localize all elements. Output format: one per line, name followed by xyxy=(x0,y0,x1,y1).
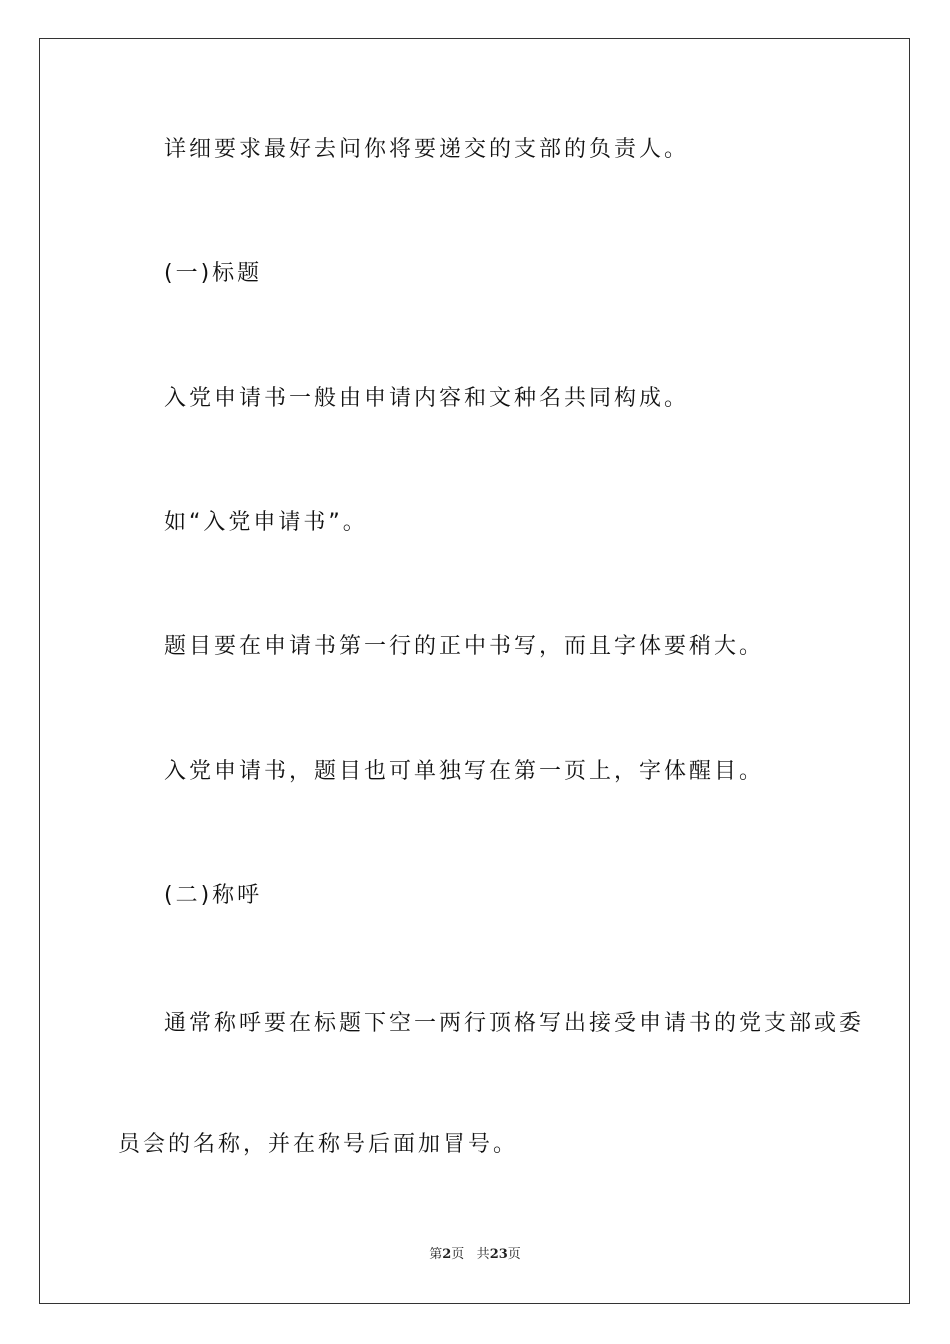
footer-total-pages: 23 xyxy=(489,1247,508,1262)
footer-current-page: 2 xyxy=(442,1247,452,1262)
paragraph: 如“入党申请书”。 xyxy=(164,510,368,535)
paragraph: 通常称呼要在标题下空一两行顶格写出接受申请书的党支部或委 xyxy=(164,1011,865,1036)
page-footer xyxy=(0,1246,950,1264)
paragraph: 题目要在申请书第一行的正中书写，而且字体要稍大。 xyxy=(164,634,765,659)
footer-total-prefix: 共 xyxy=(476,1247,490,1262)
footer-page-suffix: 页 xyxy=(451,1247,465,1262)
paragraph: 入党申请书，题目也可单独写在第一页上，字体醒目。 xyxy=(164,759,765,784)
section-heading-title: (一)标题 xyxy=(164,261,263,286)
footer-prefix: 第 xyxy=(429,1247,443,1262)
page-border xyxy=(39,38,910,1304)
section-heading-salutation: (二)称呼 xyxy=(164,883,263,908)
paragraph: 详细要求最好去问你将要递交的支部的负责人。 xyxy=(164,137,690,162)
paragraph: 入党申请书一般由申请内容和文种名共同构成。 xyxy=(164,386,690,411)
footer-total-suffix: 页 xyxy=(507,1247,521,1262)
paragraph-continuation: 员会的名称，并在称号后面加冒号。 xyxy=(118,1132,519,1157)
